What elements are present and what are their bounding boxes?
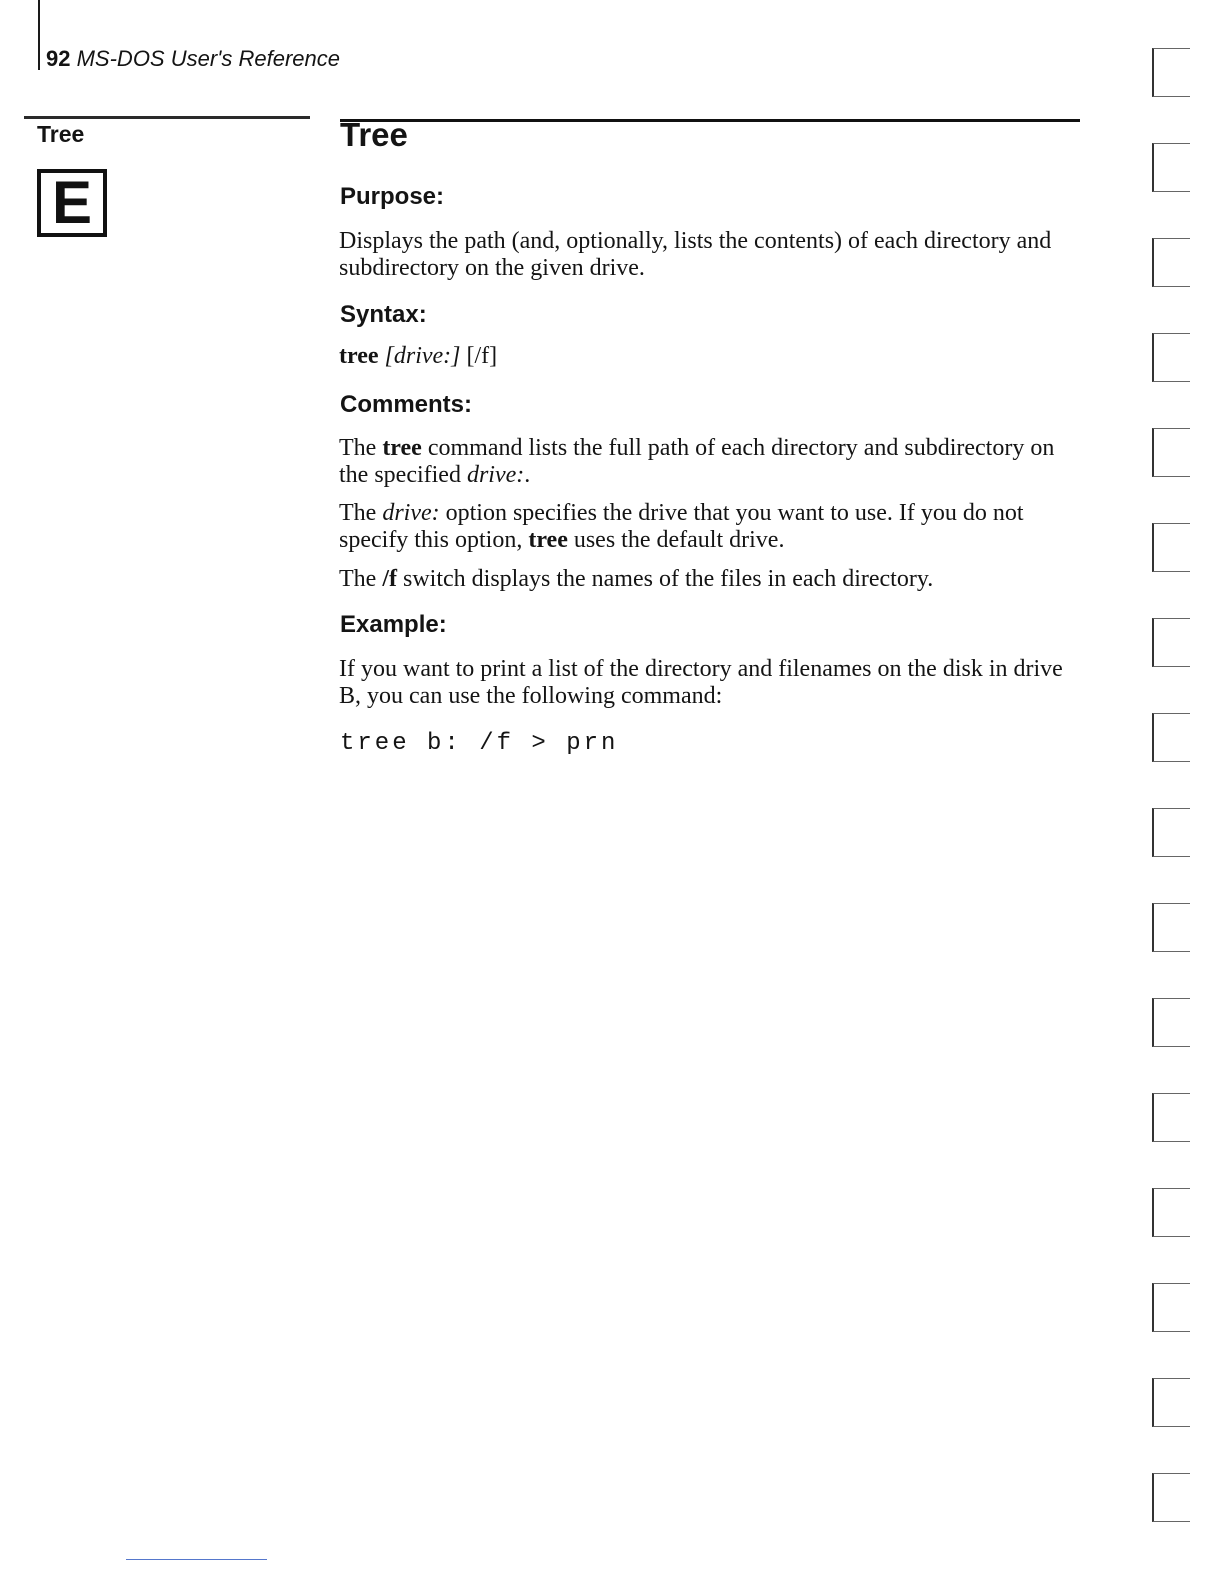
running-header: [46, 46, 340, 72]
index-tab: [1152, 618, 1190, 667]
comment-paragraph-3: The /f switch displays the names of the files in each directory.: [339, 566, 934, 592]
index-tab: [1152, 1093, 1190, 1142]
purpose-heading: Purpose:: [340, 183, 445, 210]
syntax-command: tree: [339, 343, 379, 369]
section-badge: [37, 169, 107, 237]
syntax-heading: Syntax:: [340, 301, 427, 328]
index-tab: [1152, 808, 1190, 857]
sidebar-rule: [24, 116, 310, 119]
book-title: MS-DOS User's Reference: [76, 46, 340, 71]
index-tab: [1152, 48, 1190, 97]
index-tab: [1152, 903, 1190, 952]
comment-paragraph-2: The drive: option specifies the drive that you want to use. If you do not specify this option, tree uses the default drive.: [339, 500, 1024, 553]
index-tab: [1152, 1188, 1190, 1237]
page-number: 92: [46, 46, 71, 71]
index-tab: [1152, 523, 1190, 572]
index-tab: [1152, 1283, 1190, 1332]
index-tab: [1152, 713, 1190, 762]
syntax-line: [339, 343, 1069, 370]
index-tab: [1152, 428, 1190, 477]
index-tab: [1152, 333, 1190, 382]
example-text: If you want to print a list of the directory and filenames on the disk in drive B, you can use the following command:: [339, 656, 1063, 709]
header-rule: [38, 0, 40, 70]
index-tab: [1152, 1378, 1190, 1427]
comment-paragraph-1: The tree command lists the full path of each directory and subdirectory on the specified drive:.: [339, 435, 1055, 488]
index-tab: [1152, 143, 1190, 192]
page-title: Tree: [340, 116, 408, 153]
purpose-text: Displays the path (and, optionally, lists the contents) of each directory and subdirectory on the given drive.: [339, 228, 1052, 281]
example-code: tree b: /f > prn: [340, 730, 619, 757]
title-rule: [340, 119, 1080, 122]
index-tab: [1152, 238, 1190, 287]
comments-heading: Comments:: [340, 391, 473, 418]
example-heading: Example:: [340, 611, 447, 638]
badge-letter: E: [51, 169, 93, 236]
footer-mark: [126, 1559, 267, 1560]
syntax-switch: [/f]: [466, 343, 498, 369]
syntax-drive-param: [drive:]: [384, 343, 461, 369]
sidebar-title: Tree: [37, 121, 85, 147]
index-tab: [1152, 1473, 1190, 1522]
index-tab: [1152, 998, 1190, 1047]
